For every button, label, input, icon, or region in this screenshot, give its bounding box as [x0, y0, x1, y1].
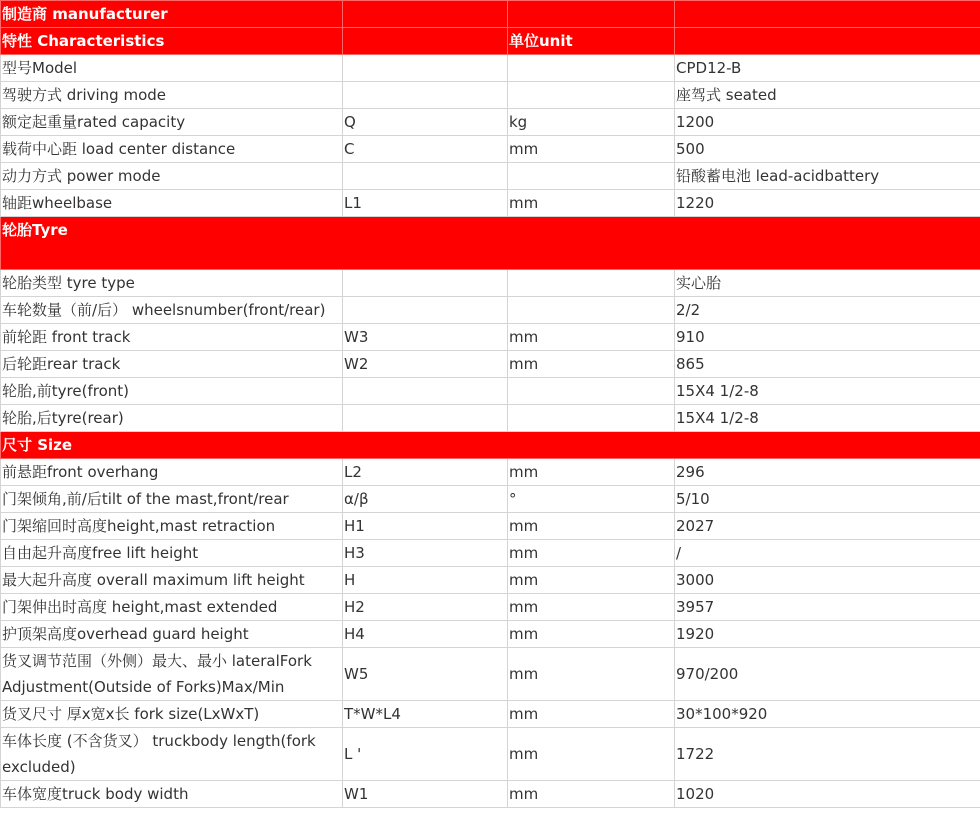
spec-label: 前悬距front overhang [1, 459, 343, 486]
spec-row [1, 55, 980, 82]
spec-value: 1220 [675, 190, 980, 217]
spec-unit: mm [508, 567, 675, 594]
spec-symbol: H [343, 567, 508, 594]
spec-table-body [1, 1, 980, 808]
spec-symbol: H3 [343, 540, 508, 567]
spec-symbol: W5 [343, 648, 508, 701]
spec-unit: mm [508, 648, 675, 701]
spec-symbol: T*W*L4 [343, 701, 508, 728]
spec-unit: mm [508, 781, 675, 808]
spec-value: 970/200 [675, 648, 980, 701]
spec-row [1, 405, 980, 432]
spec-row [1, 324, 980, 351]
spec-value: 1200 [675, 109, 980, 136]
spec-value: 15X4 1/2-8 [675, 378, 980, 405]
spec-unit [508, 55, 675, 82]
spec-value: 1722 [675, 728, 980, 781]
spec-value: 5/10 [675, 486, 980, 513]
section-value-cell [675, 1, 980, 28]
spec-row [1, 486, 980, 513]
spec-row [1, 82, 980, 109]
spec-unit: kg [508, 109, 675, 136]
spec-unit [508, 378, 675, 405]
spec-row [1, 567, 980, 594]
spec-symbol: W1 [343, 781, 508, 808]
spec-label: 前轮距 front track [1, 324, 343, 351]
spec-row [1, 701, 980, 728]
spec-row [1, 109, 980, 136]
spec-label: 车体长度 (不含货叉） truckbody length(fork excluded) [1, 728, 343, 781]
section-symbol-cell [343, 1, 508, 28]
section-header-row [1, 28, 980, 55]
spec-label: 型号Model [1, 55, 343, 82]
spec-symbol: W2 [343, 351, 508, 378]
spec-unit [508, 297, 675, 324]
section-title: 尺寸 Size [1, 432, 980, 459]
spec-unit: mm [508, 594, 675, 621]
spec-unit: mm [508, 728, 675, 781]
spec-label: 自由起升高度free lift height [1, 540, 343, 567]
spec-unit: mm [508, 459, 675, 486]
spec-unit: mm [508, 190, 675, 217]
spec-label: 轴距wheelbase [1, 190, 343, 217]
spec-row [1, 297, 980, 324]
spec-label: 后轮距rear track [1, 351, 343, 378]
spec-row [1, 594, 980, 621]
spec-label: 动力方式 power mode [1, 163, 343, 190]
spec-label: 轮胎类型 tyre type [1, 270, 343, 297]
spec-unit: mm [508, 513, 675, 540]
section-unit-header [508, 1, 675, 28]
spec-row [1, 378, 980, 405]
spec-label: 门架伸出时高度 height,mast extended [1, 594, 343, 621]
spec-row [1, 648, 980, 701]
spec-value: 3000 [675, 567, 980, 594]
spec-symbol [343, 378, 508, 405]
spec-symbol: H1 [343, 513, 508, 540]
spec-unit: mm [508, 351, 675, 378]
spec-unit: mm [508, 701, 675, 728]
spec-unit [508, 405, 675, 432]
spec-label: 额定起重量rated capacity [1, 109, 343, 136]
section-unit-header: 单位unit [508, 28, 675, 55]
spec-value: / [675, 540, 980, 567]
spec-value: 500 [675, 136, 980, 163]
section-title: 制造商 manufacturer [1, 1, 343, 28]
spec-row [1, 136, 980, 163]
spec-symbol [343, 270, 508, 297]
spec-label: 车体宽度truck body width [1, 781, 343, 808]
spec-symbol [343, 55, 508, 82]
spec-symbol [343, 297, 508, 324]
spec-label: 轮胎,前tyre(front) [1, 378, 343, 405]
spec-label: 门架倾角,前/后tilt of the mast,front/rear [1, 486, 343, 513]
spec-value: CPD12-B [675, 55, 980, 82]
spec-label: 载荷中心距 load center distance [1, 136, 343, 163]
spec-row [1, 459, 980, 486]
spec-unit: mm [508, 540, 675, 567]
spec-label: 门架缩回时高度height,mast retraction [1, 513, 343, 540]
spec-symbol: L1 [343, 190, 508, 217]
spec-label: 护顶架高度overhead guard height [1, 621, 343, 648]
spec-label: 驾驶方式 driving mode [1, 82, 343, 109]
spec-row [1, 351, 980, 378]
spec-row [1, 540, 980, 567]
spec-value: 3957 [675, 594, 980, 621]
spec-row [1, 781, 980, 808]
spec-unit [508, 82, 675, 109]
spec-unit: mm [508, 136, 675, 163]
spec-value: 1920 [675, 621, 980, 648]
spec-row [1, 621, 980, 648]
spec-row [1, 190, 980, 217]
spec-symbol: H2 [343, 594, 508, 621]
spec-value: 865 [675, 351, 980, 378]
spec-symbol: L2 [343, 459, 508, 486]
spec-label: 货叉调节范围（外侧）最大、最小 lateralFork Adjustment(Outside of Forks)Max/Min [1, 648, 343, 701]
spec-row [1, 513, 980, 540]
spec-row [1, 163, 980, 190]
section-header-row [1, 1, 980, 28]
spec-unit: ° [508, 486, 675, 513]
spec-symbol [343, 405, 508, 432]
spec-value: 座驾式 seated [675, 82, 980, 109]
spec-value: 15X4 1/2-8 [675, 405, 980, 432]
spec-value: 2/2 [675, 297, 980, 324]
spec-symbol: L ' [343, 728, 508, 781]
spec-value: 2027 [675, 513, 980, 540]
spec-value: 铅酸蓄电池 lead-acidbattery [675, 163, 980, 190]
spec-symbol: Q [343, 109, 508, 136]
spec-symbol [343, 163, 508, 190]
spec-value: 910 [675, 324, 980, 351]
spec-label: 最大起升高度 overall maximum lift height [1, 567, 343, 594]
spec-symbol: C [343, 136, 508, 163]
section-title: 特性 Characteristics [1, 28, 343, 55]
section-header-row [1, 432, 980, 459]
spec-unit [508, 270, 675, 297]
spec-value: 30*100*920 [675, 701, 980, 728]
section-title: 轮胎Tyre [1, 217, 980, 270]
spec-label: 货叉尺寸 厚x宽x长 fork size(LxWxT) [1, 701, 343, 728]
spec-value: 296 [675, 459, 980, 486]
section-value-cell [675, 28, 980, 55]
spec-symbol: α/β [343, 486, 508, 513]
spec-symbol: W3 [343, 324, 508, 351]
spec-unit: mm [508, 324, 675, 351]
spec-unit [508, 163, 675, 190]
spec-row [1, 728, 980, 781]
spec-row [1, 270, 980, 297]
spec-value: 1020 [675, 781, 980, 808]
spec-symbol: H4 [343, 621, 508, 648]
spec-label: 车轮数量（前/后） wheelsnumber(front/rear) [1, 297, 343, 324]
spec-value: 实心胎 [675, 270, 980, 297]
section-header-row [1, 217, 980, 270]
spec-unit: mm [508, 621, 675, 648]
section-symbol-cell [343, 28, 508, 55]
spec-label: 轮胎,后tyre(rear) [1, 405, 343, 432]
spec-symbol [343, 82, 508, 109]
